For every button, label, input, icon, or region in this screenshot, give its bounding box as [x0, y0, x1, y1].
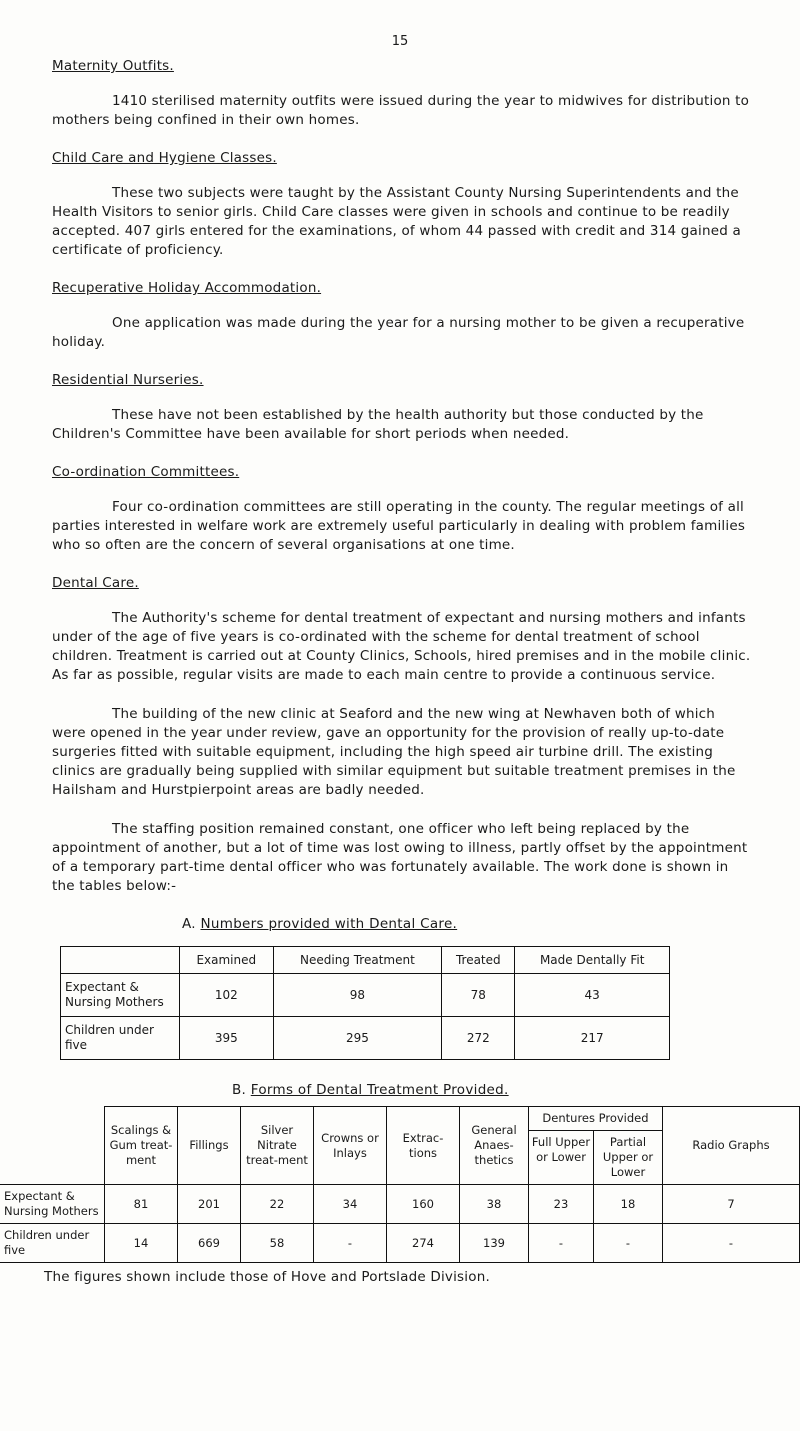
table-cell: 98 — [273, 974, 442, 1017]
table-cell: 669 — [178, 1224, 241, 1263]
table-header-cell: Silver Nitrate treat-ment — [241, 1107, 314, 1185]
table-cell: 34 — [314, 1185, 387, 1224]
heading-child-care: Child Care and Hygiene Classes. — [52, 150, 277, 166]
para-dental-staffing: The staffing position remained constant, one officer who left being replaced by the appointment of another, but a lot of time was lost owing to illness, partly offset by the appointment of a temporary part-time dental officer who was fortunately available. The work done is shown in the tables below:- — [52, 821, 748, 894]
table-cell: - — [663, 1224, 800, 1263]
para-maternity-outfits: 1410 sterilised maternity outfits were issued during the year to midwives for distribution to mothers being confined in their own homes. — [52, 93, 750, 128]
heading-coordination: Co-ordination Committees. — [52, 464, 240, 480]
table-cell: 217 — [515, 1017, 670, 1060]
table-cell: - — [314, 1224, 387, 1263]
table-header-cell: Extrac-tions — [387, 1107, 460, 1185]
table-b-prefix: B. — [232, 1082, 247, 1098]
para-dental-scheme: The Authority's scheme for dental treatment of expectant and nursing mothers and infants under of the age of five years is co-ordinated with the scheme for dental treatment of school children. Treatment is carried out at County Clinics, Schools, hired premises and in the mobile clinic. As far as possible, regular visits are made to each main centre to provide a continuous service. — [52, 610, 751, 683]
table-cell: 274 — [387, 1224, 460, 1263]
table-cell: 201 — [178, 1185, 241, 1224]
table-cell: 295 — [273, 1017, 442, 1060]
table-cell: - — [594, 1224, 663, 1263]
document-body — [4, 58, 770, 1285]
table-cell: 14 — [105, 1224, 178, 1263]
table-cell: 78 — [442, 974, 515, 1017]
page-number: 15 — [391, 34, 409, 49]
table-header-cell: General Anaes-thetics — [460, 1107, 529, 1185]
table-header-cell: Treated — [442, 947, 515, 974]
table-header-row — [0, 1107, 800, 1131]
row-label: Children under five — [61, 1017, 180, 1060]
heading-maternity-outfits: Maternity Outfits. — [52, 58, 174, 74]
table-cell: 395 — [180, 1017, 274, 1060]
table-cell: 38 — [460, 1185, 529, 1224]
table-dental-treatment-forms — [0, 1106, 800, 1263]
table-row — [61, 1017, 670, 1060]
heading-recuperative-holiday: Recuperative Holiday Accommodation. — [52, 280, 322, 296]
table-cell: 139 — [460, 1224, 529, 1263]
row-label: Expectant & Nursing Mothers — [0, 1185, 105, 1224]
table-header-cell: Dentures Provided — [529, 1107, 663, 1131]
table-cell: - — [529, 1224, 594, 1263]
table-header-cell: Fillings — [178, 1107, 241, 1185]
para-child-care: These two subjects were taught by the Assistant County Nursing Superintendents and the Health Visitors to senior girls. Child Care classes were given in schools and continue to be readily accepted. 407 girls entered for the examinations, of whom 44 passed with credit and 314 gained a certificate of proficiency. — [52, 185, 741, 258]
row-label: Children under five — [0, 1224, 105, 1263]
table-row — [0, 1224, 800, 1263]
para-residential-nurseries: These have not been established by the health authority but those conducted by the Children's Committee have been available for short periods when needed. — [52, 407, 704, 442]
heading-dental-care: Dental Care. — [52, 575, 139, 591]
row-label: Expectant & Nursing Mothers — [61, 974, 180, 1017]
table-cell: 7 — [663, 1185, 800, 1224]
table-row — [61, 974, 670, 1017]
table-cell: 81 — [105, 1185, 178, 1224]
table-b-title — [232, 1082, 752, 1098]
table-header-cell: Made Dentally Fit — [515, 947, 670, 974]
table-footnote: The figures shown include those of Hove and Portslade Division. — [44, 1269, 490, 1285]
table-b-title-text: Forms of Dental Treatment Provided. — [250, 1082, 509, 1098]
table-cell: 58 — [241, 1224, 314, 1263]
table-cell: 43 — [515, 974, 670, 1017]
table-cell: 102 — [180, 974, 274, 1017]
table-header-cell: Radio Graphs — [663, 1107, 800, 1185]
para-recuperative-holiday: One application was made during the year for a nursing mother to be given a recuperative holiday. — [52, 315, 745, 350]
table-cell: 160 — [387, 1185, 460, 1224]
table-cell: 18 — [594, 1185, 663, 1224]
para-coordination: Four co-ordination committees are still operating in the county. The regular meetings of all parties interested in welfare work are extremely useful particularly in dealing with problem families who so often are the concern of several organisations at one time. — [52, 499, 746, 553]
table-corner-cell — [0, 1107, 105, 1185]
table-cell: 22 — [241, 1185, 314, 1224]
table-row — [0, 1185, 800, 1224]
table-header-cell — [61, 947, 180, 974]
table-cell: 272 — [442, 1017, 515, 1060]
para-dental-clinics: The building of the new clinic at Seaford and the new wing at Newhaven both of which were opened in the year under review, gave an opportunity for the provision of really up-to-date surgeries fitted with suitable equipment, including the high speed air turbine drill. The existing clinics are gradually being supplied with similar equipment but suitable treatment premises in the Hailsham and Hurstpierpoint areas are badly needed. — [52, 706, 736, 798]
table-header-cell: Full Upper or Lower — [529, 1131, 594, 1185]
table-a-title-text: Numbers provided with Dental Care. — [200, 916, 458, 932]
table-header-cell: Crowns or Inlays — [314, 1107, 387, 1185]
table-header-cell: Partial Upper or Lower — [594, 1131, 663, 1185]
table-header-cell: Needing Treatment — [273, 947, 442, 974]
table-a-title — [182, 916, 752, 932]
heading-residential-nurseries: Residential Nurseries. — [52, 372, 204, 388]
table-header-row — [61, 947, 670, 974]
table-a-prefix: A. — [182, 916, 196, 932]
table-header-cell: Examined — [180, 947, 274, 974]
table-dental-care-numbers — [60, 946, 670, 1060]
table-cell: 23 — [529, 1185, 594, 1224]
table-header-cell: Scalings & Gum treat-ment — [105, 1107, 178, 1185]
